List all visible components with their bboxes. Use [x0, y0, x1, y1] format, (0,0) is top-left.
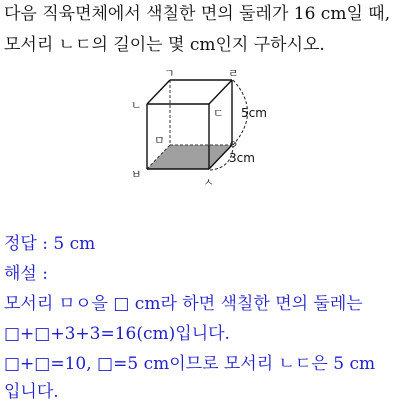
vertex-label-g: ㄱ: [164, 67, 175, 80]
height-dimension-label: 5cm: [241, 106, 267, 120]
explanation-heading: 해설 :: [4, 264, 48, 284]
question-line-1: 다음 직육면체에서 색칠한 면의 둘레가 16 cm일 때,: [4, 4, 391, 24]
vertex-label-d: ㄷ: [213, 107, 224, 120]
cuboid-figure: [125, 66, 275, 192]
vertex-label-r: ㄹ: [228, 67, 239, 80]
vertex-label-m: ㅁ: [154, 134, 165, 147]
explanation-line-2: □+□+3+3=16(cm)입니다.: [4, 324, 230, 344]
vertex-label-n: ㄴ: [131, 99, 142, 112]
explanation-line-3: □+□=10, □=5 cm이므로 모서리 ㄴㄷ은 5 cm: [4, 354, 376, 374]
depth-dimension-label: 3cm: [229, 151, 255, 165]
vertex-label-o: ㅇ: [228, 138, 239, 151]
answer-line: 정답 : 5 cm: [4, 234, 96, 254]
question-line-2: 모서리 ㄴㄷ의 길이는 몇 cm인지 구하시오.: [4, 35, 325, 55]
explanation-line-1: 모서리 ㅁㅇ을 □ cm라 하면 색칠한 면의 둘레는: [4, 294, 363, 314]
vertex-label-b: ㅂ: [131, 168, 142, 181]
shaded-face: [147, 145, 232, 169]
vertex-label-s: ㅅ: [203, 176, 214, 189]
explanation-line-4: 입니다.: [4, 382, 59, 402]
